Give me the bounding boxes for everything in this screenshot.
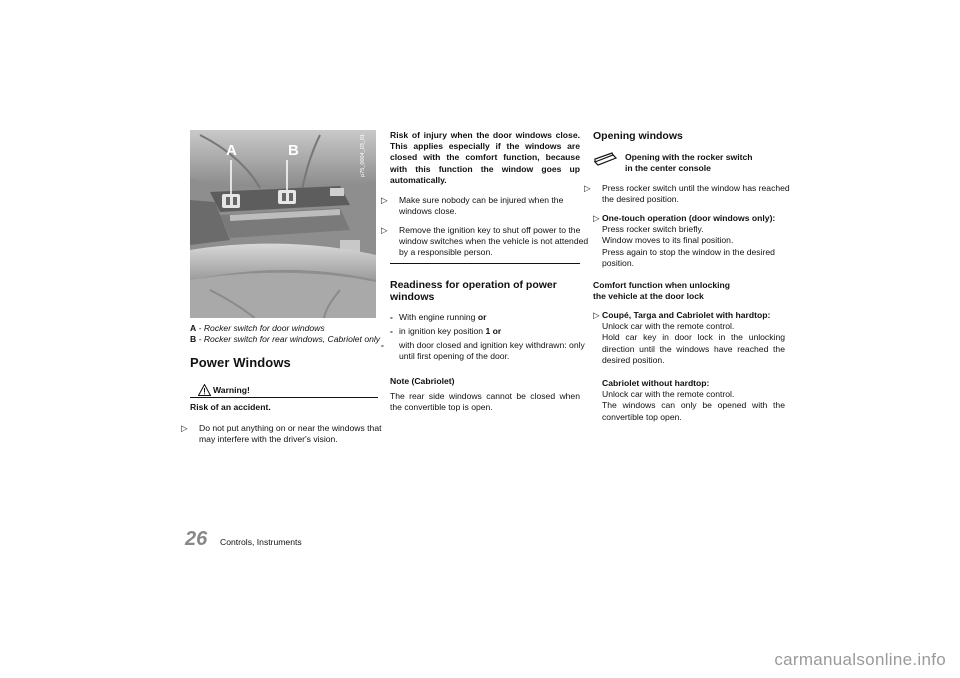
page-number: 26: [185, 528, 208, 550]
caption-a: [190, 323, 390, 334]
caption-b: [190, 334, 390, 345]
page-title: Power Windows: [190, 355, 291, 370]
injury-bullet-1: [381, 195, 589, 217]
watermark: carmanualsonline.info: [774, 650, 946, 669]
warning-bullet: [181, 423, 389, 445]
bullet-marker-icon: ▷: [381, 225, 388, 235]
warning-rule: [190, 397, 378, 398]
figure-label-b: B: [288, 142, 299, 159]
readiness-item-1: - With engine running or: [390, 312, 487, 322]
injury-warning: Risk of injury when the door windows close. This applies especially if the windows are closed with the comfort function, because with this function the window goes up automatically.: [390, 130, 580, 185]
icon-caption: Opening with the rocker switch in the center console: [625, 152, 753, 174]
footer-section: Controls, Instruments: [220, 537, 302, 547]
caption-a-key: A: [190, 323, 197, 333]
readiness-item-3: - with door closed and ignition key withdrawn: only until first opening of the door.: [381, 340, 585, 362]
figure-label-a: A: [226, 142, 237, 159]
caption-a-text: - Rocker switch for door windows: [196, 323, 325, 333]
console-illustration: [190, 130, 376, 318]
warning-bullet-text: Do not put anything on or near the windows that may interfere with the driver's vision.: [199, 423, 382, 445]
console-photo: [190, 130, 376, 318]
note-text: The rear side windows cannot be closed when the convertible top is open.: [390, 391, 580, 413]
opening-bullet-1: ▷ Press rocker switch until the window has reached the desired position.: [584, 183, 790, 205]
opening-bullet-2: ▷ One-touch operation (door windows only): Press rocker switch briefly. Window moves to its final position. Press again to stop the window in the desired position.: [593, 213, 776, 268]
comfort-title: Comfort function when unlocking the vehicle at the door lock: [593, 280, 731, 302]
caption-b-key: B: [190, 334, 197, 344]
bullet-marker-icon: ▷: [584, 183, 591, 193]
figure-caption: [190, 323, 390, 345]
figure-code: p75_0004_03_01: [360, 134, 366, 177]
opening-bullet-3: ▷ Coupé, Targa and Cabriolet with hardtop: Unlock car with the remote control. Hold car key in door lock in the unlocking direction until the windows have reached the desired position.: [593, 310, 785, 365]
bullet-marker-icon: ▷: [181, 423, 188, 433]
injury-bullet-2-text: Remove the ignition key to shut off power to the window switches when the vehicle is not attended by a responsible person.: [399, 225, 589, 258]
readiness-heading: Readiness for operation of power windows: [390, 279, 557, 303]
readiness-item-2: - in ignition key position 1 or: [390, 326, 502, 336]
injury-bullet-2: [381, 225, 589, 259]
note-title: Note (Cabriolet): [390, 376, 455, 386]
warning-label: Warning!: [213, 385, 250, 395]
injury-bullet-1-text: Make sure nobody can be injured when the windows close.: [399, 195, 564, 217]
warning-icon: [198, 383, 211, 401]
rocker-switch-a: [222, 194, 240, 208]
bullet-marker-icon: ▷: [593, 213, 600, 223]
bullet-marker-icon: ▷: [381, 195, 388, 205]
warning-risk: Risk of an accident.: [190, 402, 271, 412]
caption-b-text: - Rocker switch for rear windows, Cabriolet only: [196, 334, 381, 344]
opening-heading: Opening windows: [593, 130, 683, 142]
rocker-switch-b: [278, 190, 296, 204]
bullet-marker-icon: ▷: [593, 310, 600, 320]
rocker-switch-icon: [593, 152, 617, 171]
cabriolet-without-hardtop: Cabriolet without hardtop: Unlock car with the remote control. The windows can only be opened with the convertible top open.: [602, 378, 785, 422]
section-rule: [390, 263, 580, 264]
